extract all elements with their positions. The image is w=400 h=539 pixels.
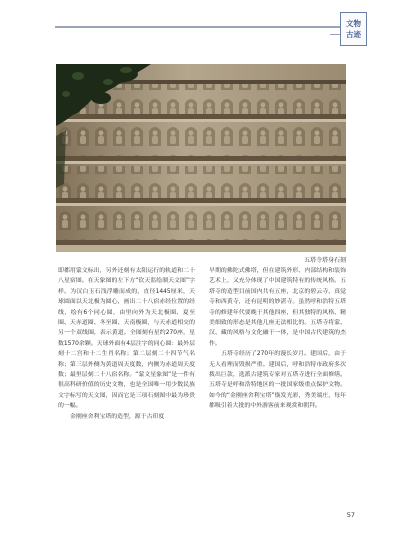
- paragraph: 金刚座舍利宝塔的造型，源于古印度: [70, 413, 165, 420]
- paragraph: 五塔寺经历了270年的漫长岁月。建国后，由于无人看理而毁损严重。建国后，呼和浩特市政府多次拨出巨款，选派古建筑专家对五塔寺进行全面修缮。五塔寺是呼和浩特地区的一批国家级重点保护文物。如今的“金刚座舍利宝塔”焕发光彩，秀美端庄，每年都吸引着大批的中外游客前来观赏和朝拜。: [209, 351, 346, 410]
- paragraph: 早期的佛陀式佛塔，但在建筑外形、内部结构和装饰艺术上，又充分体现了中国建筑特有的传统风格。五塔寺的造型目前国内共有五座，北京的碧云寺、真觉寺和西黄寺，还有昆明的妙湛寺。虽然呼和浩特五塔寺的修建年代要晚于其他四座，但其独特的风格、精美细致的形态是其他几座无法相比的。五塔寺将蒙、汉、藏的风格与文化融于一体，是中国古代建筑的杰作。: [209, 268, 346, 347]
- pagoda-relief-photo: [56, 64, 346, 252]
- photo-illustration: [56, 64, 346, 252]
- section-label-line1: 文物: [346, 19, 361, 28]
- paragraph: 即都用蒙文标出，另外还刻有太阳运行的轨道和二十八星宿图。在天象图的左下方“钦天监绘制天文图”字样。为汉白玉石浅浮雕而成的，直径1445厘米，天球圆面以天北极为圆心，画出二十八宿赤经位置的经线，绘有6个同心圆，由里向外为天北极圈、夏至圈、天赤道圈、冬至圈、天南极圈，与天赤道相交的另一个双线圈，表示黄道。全图刻有星约270座，星数1570余颗。天球外面有4层注字的同心圆：最外层刻十二宫和十二生肖名称；第二层刻二十四节气名称；第三层外侧为黄道周天度数，内侧为赤道周天度数；最里层刻二十八宿名称。“蒙文星象图”是一件有很高科研价值的历史文物，也是全国唯一用少数民族文字标写的天文图，因而它是三项石刻图中最为珍贵的一幅。: [58, 268, 195, 410]
- photo-caption: 五塔寺塔身石刻: [303, 257, 346, 264]
- header-rule: [55, 26, 342, 28]
- section-label-line2: 古迹: [346, 30, 361, 39]
- text-column-left: [58, 266, 195, 422]
- section-label: [340, 12, 367, 46]
- page-number: 57: [346, 511, 355, 519]
- text-column-right: [209, 266, 346, 412]
